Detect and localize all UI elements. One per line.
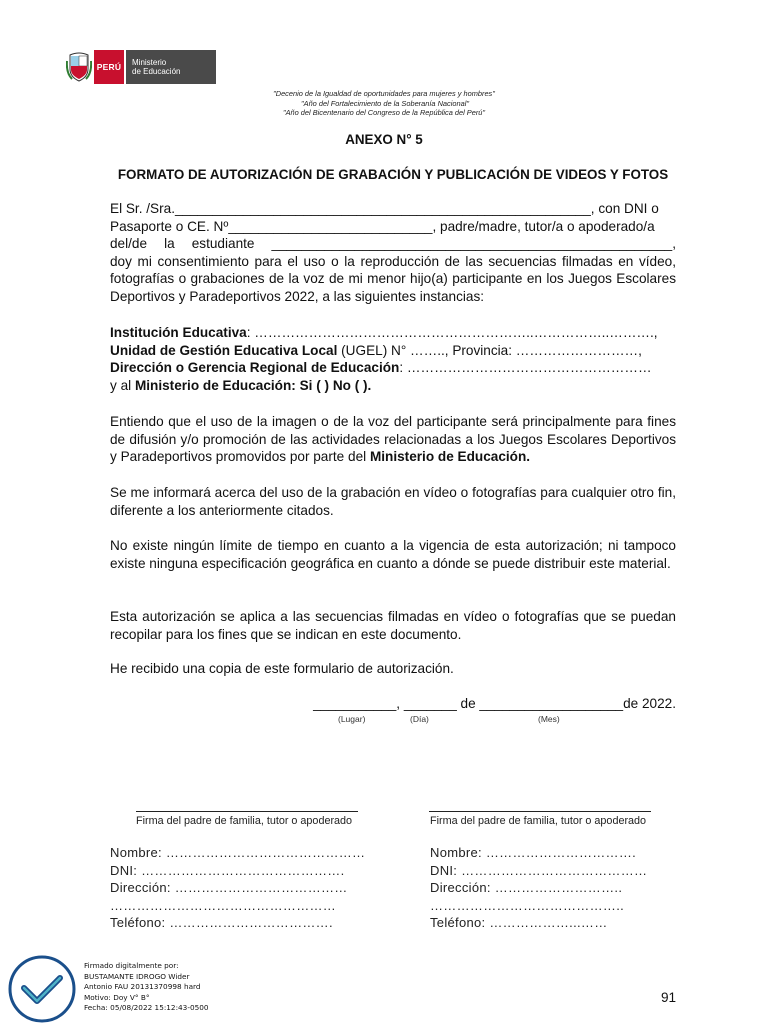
intro-line-2	[110, 218, 676, 236]
student-blank: _____________________________________________________	[271, 236, 673, 252]
stamp-line-2: BUSTAMANTE IDROGO Wider	[84, 971, 190, 981]
intro-text: , con DNI o	[590, 201, 659, 216]
logo-country-label: PERÚ	[94, 50, 124, 84]
signer-fields-left	[110, 844, 365, 932]
document-title-text: FORMATO DE AUTORIZACIÓN DE GRABACIÓN Y PUBLICACIÓN DE VIDEOS Y FOTOS	[117, 166, 669, 182]
paragraph-notification: Se me informará acerca del uso de la grabación en vídeo o fotografías para cualquier otro fin, diferente a los anteriormente citados.	[110, 485, 676, 518]
intro-text: Pasaporte o CE. Nº	[110, 218, 229, 234]
right-address-field: Dirección: ………………………..	[430, 880, 623, 895]
digital-signature-check-icon	[6, 954, 78, 1024]
instance-ie	[110, 324, 676, 342]
intro-text: del/de	[110, 236, 148, 252]
intro-text: ,	[672, 236, 676, 252]
intro-text: , padre/madre, tutor/a o apoderado/a	[432, 218, 655, 234]
left-dni-field: DNI: ……………………………………….	[110, 862, 345, 878]
paragraph-scope: Esta autorización se aplica a las secuencias filmadas en vídeo o fotografías que se puedan recopilar para los fines que se indican en este documento.	[110, 609, 676, 642]
paragraph-copy-received: He recibido una copia de este formulario de autorización.	[110, 661, 454, 676]
date-label-month: (Mes)	[538, 714, 560, 724]
paragraph-usage-text: Entiendo que el uso de la imagen o de la voz del participante será principalmente para fines de difusión y/o promoción de las actividades relacionadas a los Juegos Escolares Deportivos y Paradeportivos promovidos por parte del	[110, 414, 676, 465]
motto-3: "Año del Bicentenario del Congreso de la República del Perú"	[282, 108, 486, 118]
motto-1: "Decenio de la Igualdad de oportunidades para mujeres y hombres"	[273, 89, 495, 98]
left-phone-field: Teléfono: ……………………………….	[110, 915, 333, 930]
date-line: ___________, _______ de ___________________de 2022.	[313, 696, 676, 711]
left-address-field: Dirección: …………………………………	[110, 880, 348, 895]
stamp-line-1: Firmado digitalmente por:	[84, 961, 179, 970]
dre-label: Dirección o Gerencia Regional de Educación	[110, 360, 400, 376]
page-number: 91	[661, 990, 677, 1005]
logo-ministry-label	[126, 50, 216, 84]
signer-fields-right	[430, 844, 647, 932]
intro-text: la	[164, 236, 175, 252]
date-label-day: (Día)	[410, 714, 429, 724]
intro-line-1	[110, 200, 676, 218]
official-mottos	[0, 89, 768, 118]
paragraph-usage-bold: Ministerio de Educación.	[369, 449, 531, 465]
left-address-continuation: ……………………………………………	[110, 897, 337, 913]
date-label-place: (Lugar)	[338, 714, 366, 724]
document-title	[110, 148, 676, 183]
signature-line-right	[429, 811, 651, 812]
peru-coat-of-arms-icon	[66, 51, 92, 83]
paragraph-usage	[110, 413, 676, 466]
digital-signature-stamp	[84, 961, 209, 1014]
signature-caption-left: Firma del padre de familia, tutor o apoderado	[136, 815, 353, 827]
intro-paragraph	[110, 200, 676, 306]
instance-ugel	[110, 342, 676, 360]
paragraph-validity: No existe ningún límite de tiempo en cuanto a la vigencia de esta autorización; ni tampoco existe ninguna especificación geográfica en cuanto a dónde se puede distribuir este material.	[110, 538, 676, 571]
stamp-line-3: Antonio FAU 20131370998 hard	[84, 982, 201, 992]
name-blank: _______________________________________________________	[174, 201, 591, 216]
right-address-continuation: ……………………………………..	[430, 897, 625, 913]
motto-2: "Año del Fortalecimiento de la Soberanía Nacional"	[301, 98, 469, 108]
ministry-logo	[66, 50, 216, 84]
intro-text: El Sr. /Sra.	[110, 201, 175, 216]
ie-label: Institución Educativa	[110, 325, 247, 340]
ugel-label: Unidad de Gestión Educativa Local	[110, 342, 338, 358]
stamp-line-4: Motivo: Doy V° B°	[84, 992, 150, 1002]
instance-minedu	[110, 377, 676, 395]
dre-blank: : ………………………………………………	[399, 360, 652, 376]
ie-blank: : ……………………………………………………..……………..……….,	[246, 325, 658, 340]
logo-ministry-line2: de Educación	[132, 67, 181, 76]
instance-dre	[110, 359, 676, 377]
signature-caption-right: Firma del padre de familia, tutor o apoderado	[430, 815, 647, 827]
left-name-field: Nombre: ………………………………………	[110, 845, 366, 860]
instances-list	[110, 324, 676, 394]
ugel-blank: (UGEL) N° …….., Provincia: ………………………,	[337, 342, 642, 358]
id-blank: ___________________________	[228, 218, 433, 234]
minedu-prefix: y al	[110, 377, 135, 393]
right-dni-field: DNI: ……………………………………	[430, 862, 648, 878]
logo-ministry-line1: Ministerio	[132, 58, 167, 67]
stamp-line-5: Fecha: 05/08/2022 15:12:43-0500	[84, 1003, 209, 1013]
minedu-choice: Ministerio de Educación: Si ( ) No ( ).	[134, 377, 372, 393]
intro-text: estudiante	[191, 236, 255, 252]
student-blank-wrap	[272, 235, 676, 253]
right-phone-field: Teléfono: ………………...……	[430, 915, 608, 930]
annex-number: ANEXO N° 5	[345, 132, 423, 147]
signature-line-left	[136, 811, 358, 812]
right-name-field: Nombre: …………………………….	[430, 845, 637, 860]
intro-line-3	[110, 235, 676, 253]
intro-consent-text: doy mi consentimiento para el uso o la reproducción de las secuencias filmadas en vídeo, fotografías o grabaciones de la voz de mi menor hijo(a) participante en los Juegos Escolares Deportivos y Paradeportivos 2022, a las siguientes instancias:	[110, 253, 676, 304]
